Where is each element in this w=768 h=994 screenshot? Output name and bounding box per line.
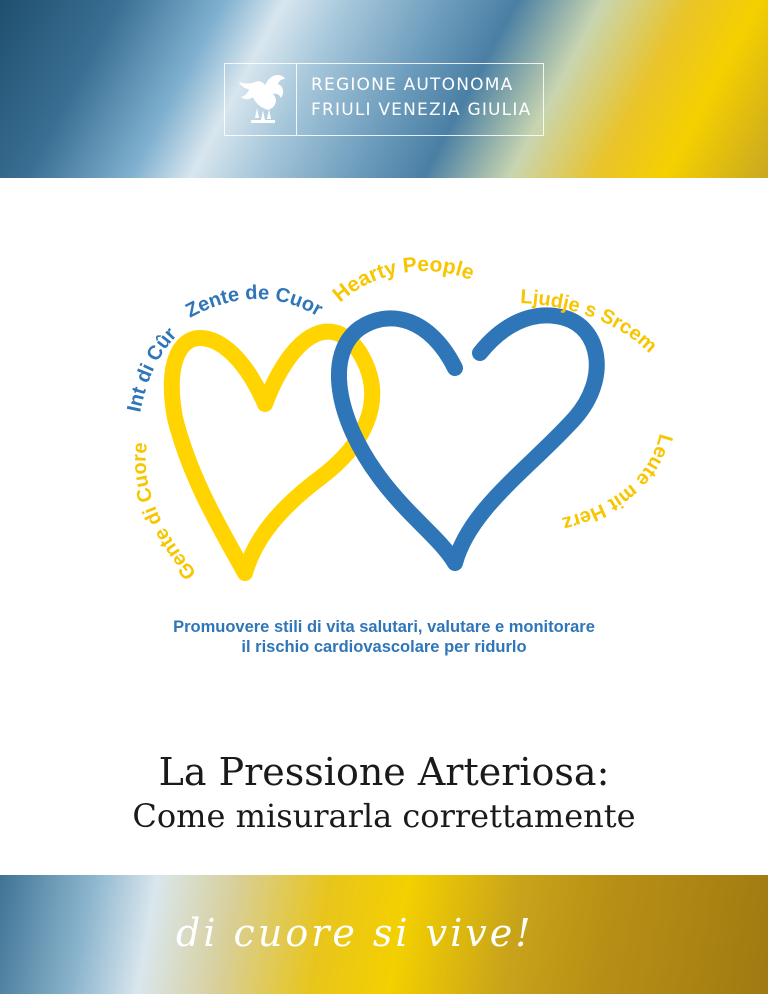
region-name-line1: REGIONE AUTONOMA [311, 75, 514, 95]
phrase-zente-de-cuor: Zente de Cuor [182, 281, 327, 323]
hearts-logo [0, 178, 768, 598]
phrase-ljudje-s-srcem: Ljudje s Srcem [519, 285, 662, 358]
document-subtitle: Come misurarla correttamente [132, 797, 636, 835]
region-name-line2: FRIULI VENEZIA GIULIA [311, 100, 532, 120]
tagline-line2: il rischio cardiovascolare per ridurlo [241, 638, 527, 656]
slogan: di cuore si vive! [176, 911, 534, 955]
header-band [0, 0, 768, 178]
phrase-int-di-cur: Int di Cûr [123, 323, 182, 414]
region-logo [224, 63, 544, 136]
phrase-hearty-people: Hearty People [328, 253, 478, 307]
blue-heart [339, 315, 597, 563]
phrase-leute-mit-herz: Leute mit Herz [559, 431, 677, 535]
eagle-icon [233, 70, 289, 130]
footer-band [0, 875, 768, 994]
phrase-gente-di-cuore: Gente di Cuore [128, 440, 201, 584]
logo-divider [296, 64, 297, 135]
document-title: La Pressione Arteriosa: [158, 750, 610, 794]
tagline-line1: Promuovere stili di vita salutari, valutare e monitorare [173, 618, 595, 636]
